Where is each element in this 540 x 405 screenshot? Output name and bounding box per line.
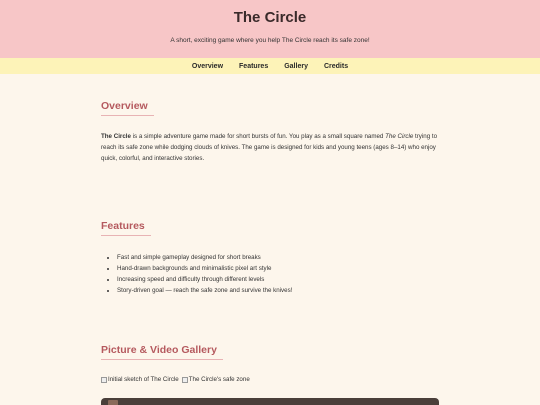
- features-heading: Features: [101, 220, 151, 236]
- features-list: [101, 252, 439, 296]
- overview-text-2: trying to reach its safe zone while dodging clouds of knives. The game is designed for kids and young teens (ages 8–14) who enjoy quick, colorful, and interactive stories.: [101, 133, 438, 162]
- gallery-image-safe-zone: [182, 376, 250, 383]
- nav-link-credits[interactable]: Credits: [323, 62, 349, 70]
- game-name-bold: The Circle: [101, 133, 131, 140]
- nav-link-overview[interactable]: Overview: [191, 62, 224, 70]
- nav-link-features[interactable]: Features: [239, 62, 269, 70]
- image-alt-text: The Circle's safe zone: [188, 376, 250, 383]
- gallery-images: [101, 376, 439, 383]
- overview-heading: Overview: [101, 100, 154, 116]
- main-content: [101, 74, 439, 383]
- feature-item: • Increasing speed and difficulty through different levels: [117, 274, 439, 285]
- gallery-video-player[interactable]: [101, 398, 439, 405]
- broken-image-icon: [101, 377, 107, 383]
- page-header: [0, 0, 540, 58]
- game-name-italic: The Circle: [385, 133, 414, 140]
- overview-paragraph: [101, 131, 439, 164]
- gallery-section: [101, 296, 439, 383]
- gallery-image-sketch: [101, 376, 179, 383]
- site-tagline: A short, exciting game where you help The Circle reach its safe zone!: [170, 37, 370, 44]
- feature-item: • Story-driven goal — reach the safe zone and survive the knives!: [117, 285, 439, 296]
- overview-section: [101, 74, 439, 164]
- main-nav: [0, 58, 540, 74]
- overview-text-1: is a simple adventure game made for short bursts of fun. You play as a small square named: [130, 133, 386, 140]
- image-alt-text: Initial sketch of The Circle: [108, 376, 179, 383]
- video-thumbnail: [108, 400, 118, 405]
- feature-item: • Hand-drawn backgrounds and minimalistic pixel art style: [117, 263, 439, 274]
- gallery-heading: Picture & Video Gallery: [101, 344, 223, 360]
- site-title: The Circle: [233, 9, 307, 26]
- feature-item: • Fast and simple gameplay designed for short breaks: [117, 252, 439, 263]
- broken-image-icon: [182, 377, 188, 383]
- features-section: [101, 164, 439, 296]
- nav-link-gallery[interactable]: Gallery: [284, 62, 308, 70]
